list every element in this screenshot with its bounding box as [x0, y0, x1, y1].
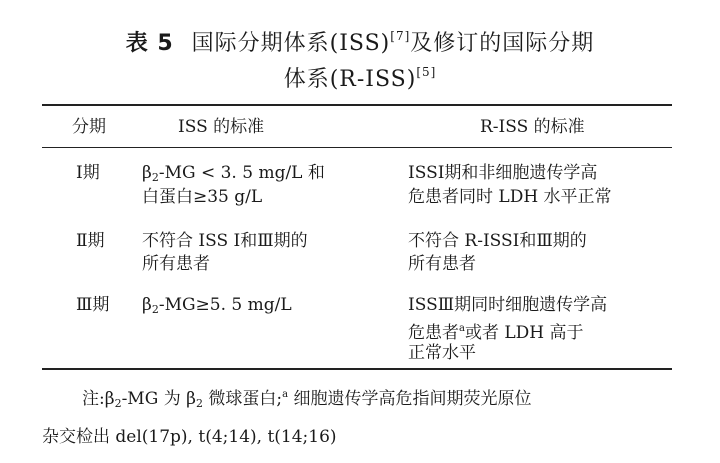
note-p2: -MG 为 β [121, 389, 196, 409]
title-text-1: 国际分期体系(ISS) [191, 31, 391, 56]
row3-stage: Ⅲ期 [76, 295, 110, 315]
row3-iss-line1 [142, 294, 292, 321]
title-ref-1: [7] [390, 29, 411, 43]
note-p4: 细胞遗传学高危指间期荧光原位 [288, 389, 532, 409]
row2-riss-line1: 不符合 R-ISSⅠ和Ⅲ期的 [408, 231, 587, 251]
row1-iss-line1 [142, 162, 325, 189]
title-text-2: 体系(R-ISS) [283, 67, 417, 92]
row3-iss-sub: 2 [151, 303, 159, 316]
row1-iss-beta: β [142, 163, 152, 183]
row1-riss-line2: 危患者同时 LDH 水平正常 [408, 187, 612, 207]
row3-iss-rest: -MG≥5. 5 mg/L [158, 295, 292, 315]
title-ref-2: [5] [416, 65, 437, 79]
row2-iss-line2: 所有患者 [142, 254, 210, 274]
row3-riss-post: 或者 LDH 高于 [464, 323, 584, 343]
row3-riss-line2 [408, 318, 584, 344]
row3-riss-sup: a [459, 323, 465, 334]
header-stage: 分期 [72, 117, 106, 137]
row2-stage: Ⅱ期 [76, 231, 105, 251]
note-p3: 微球蛋白; [202, 389, 283, 409]
header-iss: ISS 的标准 [178, 117, 265, 137]
row1-iss-line2: 白蛋白≥35 g/L [142, 187, 263, 207]
note-p1: 注:β [82, 389, 115, 409]
row2-iss-line1: 不符合 ISS Ⅰ和Ⅲ期的 [142, 231, 308, 251]
table-note-line2: 杂交检出 del(17p), t(4;14), t(14;16) [42, 427, 337, 447]
title-text-1-rest: 及修订的国际分期 [410, 31, 595, 56]
table-number: 表 5 [125, 31, 174, 56]
row3-riss-pre: 危患者 [408, 323, 459, 343]
table-title-line-1 [0, 26, 720, 57]
row1-iss-sub: 2 [151, 171, 159, 184]
row1-riss-line1: ISSⅠ期和非细胞遗传学高 [408, 163, 598, 183]
note-sup: a [282, 389, 289, 400]
row3-riss-line1: ISSⅢ期同时细胞遗传学高 [408, 295, 608, 315]
row3-iss-beta: β [142, 295, 152, 315]
row3-riss-line3: 正常水平 [408, 343, 476, 363]
row2-riss-line2: 所有患者 [408, 254, 476, 274]
table-header-rule [42, 147, 672, 148]
table-title-line-2 [0, 62, 720, 93]
row1-stage: Ⅰ期 [76, 163, 100, 183]
table-note-line1 [42, 384, 682, 415]
header-riss: R-ISS 的标准 [480, 117, 585, 137]
table-top-rule [42, 104, 672, 106]
row1-iss-rest: -MG < 3. 5 mg/L 和 [158, 163, 325, 183]
table-bottom-rule [42, 368, 672, 370]
note-sub1: 2 [114, 397, 122, 410]
note-sub2: 2 [195, 397, 203, 410]
